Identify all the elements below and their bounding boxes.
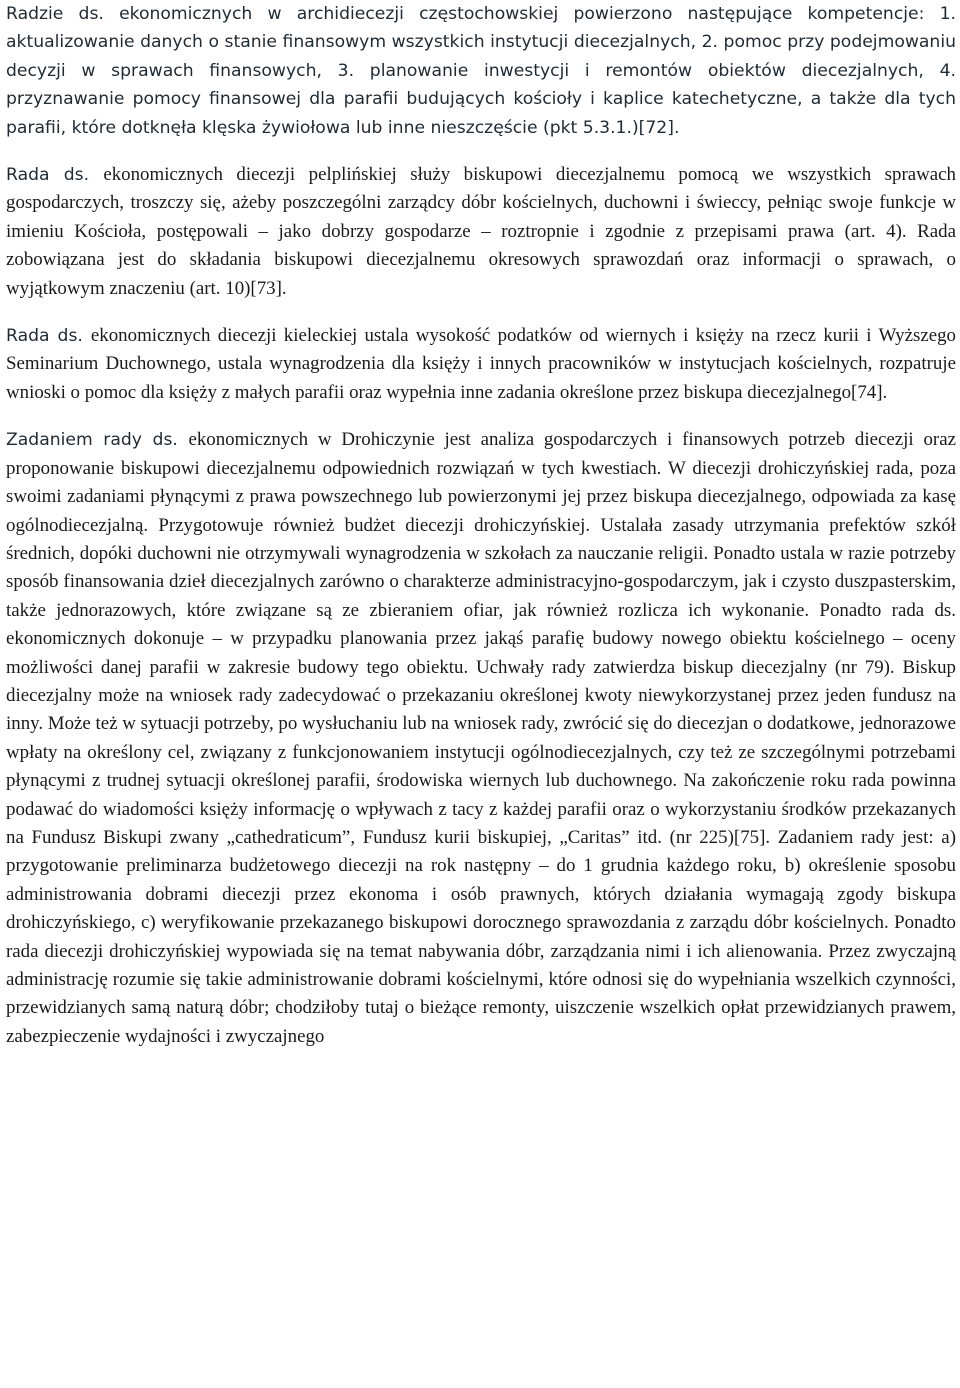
paragraph-drohiczyn xyxy=(6,426,956,1051)
paragraph-lead: Rada ds. xyxy=(6,165,104,186)
paragraph-lead: Rada ds. xyxy=(6,326,91,347)
paragraph-text: Radzie ds. ekonomicznych w archidiecezji częstochowskiej powierzono następujące kompetencje: 1. aktualizowanie danych o stanie finansowym wszystkich instytucji diecezjalnych, 2. pomoc przy podejmowaniu decyzji w sprawach finansowych, 3. planowanie inwestycji i remontów obiektów diecezjalnych, 4. przyznawanie pomocy finansowej dla parafii budujących kościoły i kaplice katechetyczne, a także dla tych parafii, które dotknęła klęska żywiołowa lub inne nieszczęście (pkt 5.3.1.)[72]. xyxy=(6,4,956,138)
paragraph-pelplin xyxy=(6,161,956,303)
paragraph-czestochowa xyxy=(6,0,956,142)
paragraph-text: ekonomicznych w Drohiczynie jest analiza gospodarczych i finansowych potrzeb diecezji oraz proponowanie biskupowi diecezjalnemu odpowiednich rozwiązań w tych kwestiach. W diecezji drohiczyńskiej rada, poza swoimi zadaniami płynącymi z prawa powszechnego lub powierzonymi jej przez biskupa diecezjalnego, odpowiada za kasę ogólnodiecezjalną. Przygotowuje również budżet diecezji drohiczyńskiej. Ustalała zasady utrzymania prefektów szkół średnich, dopóki duchowni nie otrzymywali wynagrodzenia w szkołach za nauczanie religii. Ponadto ustala w razie potrzeby sposób finansowania dzieł diecezjalnych zarówno o charakterze administracyjno-gospodarczym, jak i czysto duszpasterskim, także jednorazowych, które związane są ze zbieraniem ofiar, jak również rozlicza ich wykonanie. Ponadto rada ds. ekonomicznych dokonuje – w przypadku planowania przez jakąś parafię budowy nowego obiektu kościelnego – oceny możliwości danej parafii w zakresie budowy tego obiektu. Uchwały rady zatwierdza biskup diecezjalny (nr 79). Biskup diecezjalny może na wniosek rady zadecydować o przekazaniu określonej kwoty niewykorzystanej przez jeden fundusz na inny. Może też w sytuacji potrzeby, po wysłuchaniu lub na wniosek rady, zwrócić się do diecezjan o dodatkowe, jednorazowe wpłaty na określony cel, związany z funkcjonowaniem instytucji ogólnodiecezjalnych, czy też ze szczególnymi potrzebami płynącymi z trudnej sytuacji określonej parafii, środowiska wiernych lub duchownego. Na zakończenie roku rada powinna podawać do wiadomości księży informację o wpływach z tacy z każdej parafii oraz o wykorzystaniu środków przekazanych na Fundusz Biskupi zwany „cathedraticum”, Fundusz kurii biskupiej, „Caritas” itd. (nr 225)[75]. Zadaniem rady jest: a) przygotowanie preliminarza budżetowego diecezji na rok następny – do 1 grudnia każdego roku, b) określenie sposobu administrowania dobrami diecezji przez ekonoma i osób prawnych, których działania wymagają zgody biskupa drohiczyńskiego, c) weryfikowanie przekazanego biskupowi dorocznego sprawozdania z zarządu dóbr kościelnych. Ponadto rada diecezji drohiczyńskiej wypowiada się na temat nabywania dóbr, zarządzania nimi i ich alienowania. Przez zwyczajną administrację rozumie się takie administrowanie dobrami kościelnymi, które odnosi się do wypełniania wszelkich czynności, przewidzianych samą naturą dóbr; chodziłoby tutaj o bieżące remonty, uiszczenie wszelkich opłat przewidzianych prawem, zabezpieczenie wydajności i zwyczajnego xyxy=(6,429,956,1047)
paragraph-lead: Zadaniem rady ds. xyxy=(6,430,189,451)
paragraph-text: ekonomicznych diecezji pelplińskiej służy biskupowi diecezjalnemu pomocą we wszystkich sprawach gospodarczych, troszczy się, ażeby poszczególni zarządcy dóbr kościelnych, duchowni i świeccy, pełniąc swoje funkcje w imieniu Kościoła, postępowali – jako dobrzy gospodarze – roztropnie i zgodnie z przepisami prawa (art. 4). Rada zobowiązana jest do składania biskupowi diecezjalnemu okresowych sprawozdań oraz informacji o sprawach, o wyjątkowym znaczeniu (art. 10)[73]. xyxy=(6,164,956,299)
paragraph-text: ekonomicznych diecezji kieleckiej ustala wysokość podatków od wiernych i księży na rzecz kurii i Wyższego Seminarium Duchownego, ustala wynagrodzenia dla księży i innych pracowników w instytucjach kościelnych, rozpatruje wnioski o pomoc dla księży z małych parafii oraz wypełnia inne zadania określone przez biskupa diecezjalnego[74]. xyxy=(6,325,956,403)
paragraph-kielce xyxy=(6,322,956,407)
document-page xyxy=(6,0,956,1051)
